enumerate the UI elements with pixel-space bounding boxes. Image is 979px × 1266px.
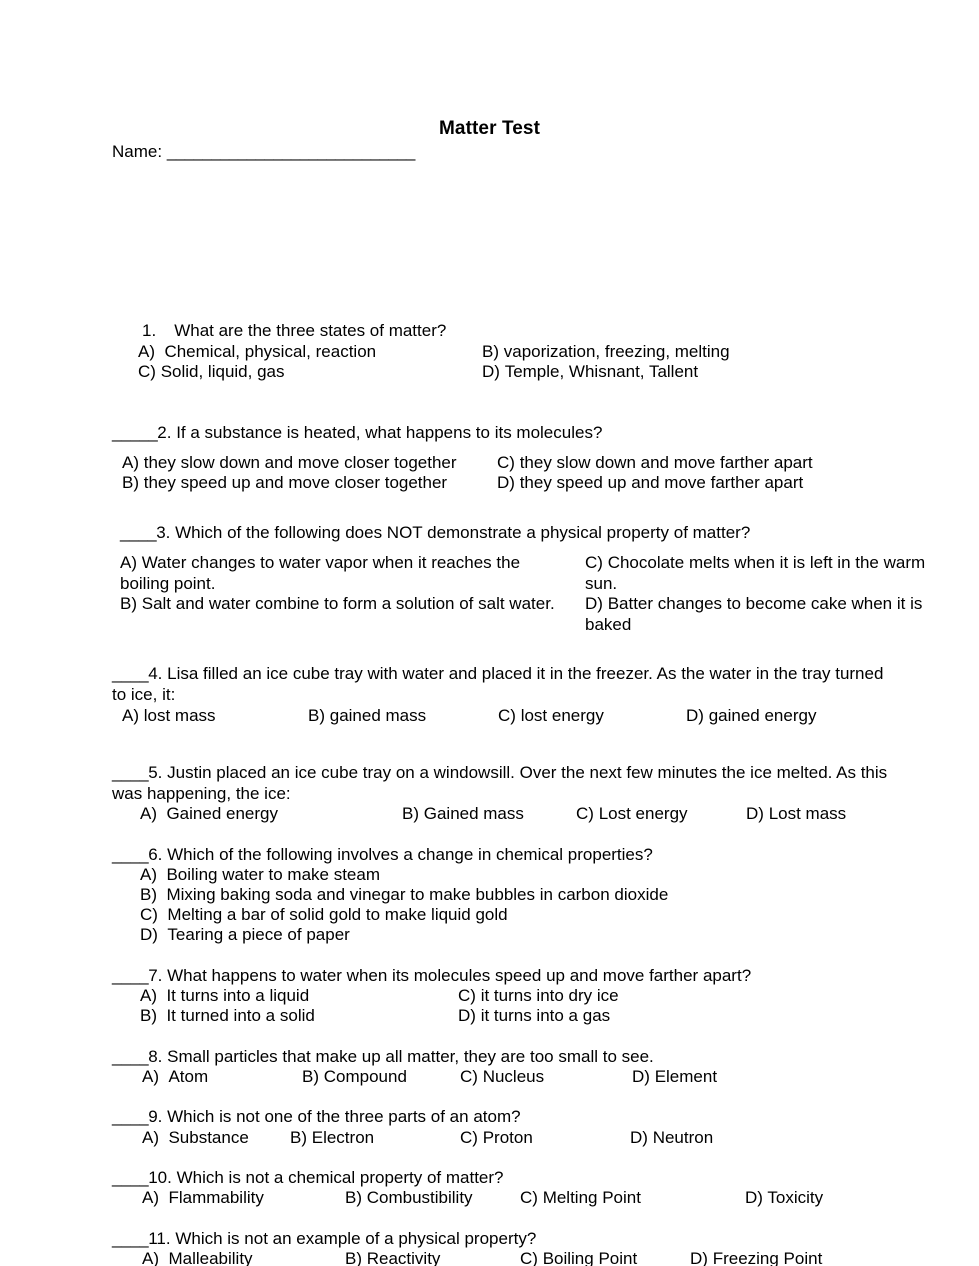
question-9-option-c[interactable]: C) Proton — [460, 1128, 533, 1147]
question-1-option-b[interactable]: B) vaporization, freezing, melting — [482, 342, 730, 361]
question-11-number: 11. — [148, 1229, 171, 1248]
question-7-stem — [112, 965, 751, 986]
question-5-answer-blank[interactable]: ____ — [112, 763, 149, 782]
question-3-option-d[interactable]: D) Batter changes to become cake when it is baked — [585, 594, 923, 634]
question-1-option-a[interactable]: A) Chemical, physical, reaction — [138, 342, 377, 361]
name-label: Name: — [112, 142, 163, 161]
question-10-answer-blank[interactable]: ____ — [112, 1168, 149, 1187]
question-5-stem — [112, 762, 892, 804]
question-10-stem — [112, 1167, 504, 1188]
question-7-answer-blank[interactable]: ____ — [112, 966, 149, 985]
question-7-option-c[interactable]: C) it turns into dry ice — [458, 986, 619, 1005]
question-11-option-b[interactable]: B) Reactivity — [345, 1249, 441, 1266]
question-1-number: 1. — [142, 321, 157, 340]
question-6-text: Which of the following involves a change in chemical properties? — [167, 845, 653, 864]
question-4-option-a[interactable]: A) lost mass — [122, 706, 216, 725]
question-5-number: 5. — [148, 763, 163, 782]
question-10-option-d[interactable]: D) Toxicity — [745, 1188, 824, 1207]
question-5-option-a[interactable]: A) Gained energy — [140, 804, 278, 823]
question-5-option-c[interactable]: C) Lost energy — [576, 804, 688, 823]
question-11-option-a[interactable]: A) Malleability — [142, 1249, 253, 1266]
question-3-option-c[interactable]: C) Chocolate melts when it is left in the warm sun. — [585, 553, 926, 593]
question-8-text: Small particles that make up all matter, they are too small to see. — [167, 1047, 654, 1066]
question-4-option-b[interactable]: B) gained mass — [308, 706, 427, 725]
question-5-text: Justin placed an ice cube tray on a windowsill. Over the next few minutes the ice melted. As this was happening, the ice: — [112, 763, 892, 803]
question-3-answer-blank[interactable]: ____ — [120, 523, 157, 542]
question-6-stem — [112, 844, 653, 865]
question-9-option-d[interactable]: D) Neutron — [630, 1128, 714, 1147]
question-2-number: 2. — [157, 423, 172, 442]
question-8-option-b[interactable]: B) Compound — [302, 1067, 407, 1086]
question-11-option-d[interactable]: D) Freezing Point — [690, 1249, 823, 1266]
question-1-text: What are the three states of matter? — [174, 321, 447, 340]
question-6-option-c[interactable]: C) Melting a bar of solid gold to make liquid gold — [140, 905, 508, 924]
question-1-stem — [142, 320, 446, 341]
question-7-text: What happens to water when its molecules speed up and move farther apart? — [167, 966, 752, 985]
question-9-stem — [112, 1106, 521, 1127]
question-2-option-b[interactable]: B) they speed up and move closer together — [122, 473, 448, 492]
question-4-option-d[interactable]: D) gained energy — [686, 706, 817, 725]
question-4-stem — [112, 663, 902, 705]
question-8-stem — [112, 1046, 654, 1067]
question-10-option-c[interactable]: C) Melting Point — [520, 1188, 641, 1207]
question-3-option-a[interactable]: A) Water changes to water vapor when it reaches the boiling point. — [120, 553, 521, 593]
question-9-option-b[interactable]: B) Electron — [290, 1128, 375, 1147]
question-9-number: 9. — [148, 1107, 163, 1126]
question-3-stem — [120, 522, 750, 543]
page-title: Matter Test — [438, 118, 541, 139]
name-blank[interactable]: ____________________________ — [166, 142, 415, 161]
question-6-option-b[interactable]: B) Mixing baking soda and vinegar to make bubbles in carbon dioxide — [140, 885, 669, 904]
question-11-stem — [112, 1228, 536, 1249]
question-9-option-a[interactable]: A) Substance — [142, 1128, 249, 1147]
question-5-option-d[interactable]: D) Lost mass — [746, 804, 847, 823]
question-9-text: Which is not one of the three parts of an atom? — [167, 1107, 521, 1126]
question-1-option-d[interactable]: D) Temple, Whisnant, Tallent — [482, 362, 699, 381]
question-2-option-a[interactable]: A) they slow down and move closer together — [122, 453, 457, 472]
question-2-answer-blank[interactable]: _____ — [112, 423, 158, 442]
name-field-line — [112, 142, 415, 162]
question-7-option-d[interactable]: D) it turns into a gas — [458, 1006, 611, 1025]
question-3-option-b[interactable]: B) Salt and water combine to form a solution of salt water. — [120, 594, 555, 613]
question-6-number: 6. — [148, 845, 163, 864]
question-8-option-a[interactable]: A) Atom — [142, 1067, 209, 1086]
question-4-option-c[interactable]: C) lost energy — [498, 706, 604, 725]
question-4-answer-blank[interactable]: ____ — [112, 664, 149, 683]
question-8-answer-blank[interactable]: ____ — [112, 1047, 149, 1066]
question-10-number: 10. — [148, 1168, 172, 1187]
question-7-option-b[interactable]: B) It turned into a solid — [140, 1006, 315, 1025]
question-1-option-c[interactable]: C) Solid, liquid, gas — [138, 362, 285, 381]
question-11-text: Which is not an example of a physical property? — [175, 1229, 537, 1248]
question-4-number: 4. — [148, 664, 163, 683]
question-8-option-c[interactable]: C) Nucleus — [460, 1067, 545, 1086]
question-2-stem — [112, 422, 602, 443]
question-7-number: 7. — [148, 966, 163, 985]
question-4-text: Lisa filled an ice cube tray with water and placed it in the freezer. As the water in the tray turned to ice, it: — [112, 664, 889, 704]
question-10-text: Which is not a chemical property of matter? — [176, 1168, 504, 1187]
question-2-option-c[interactable]: C) they slow down and move farther apart — [497, 453, 813, 472]
question-11-option-c[interactable]: C) Boiling Point — [520, 1249, 638, 1266]
question-6-option-d[interactable]: D) Tearing a piece of paper — [140, 925, 350, 944]
question-8-number: 8. — [148, 1047, 163, 1066]
question-7-option-a[interactable]: A) It turns into a liquid — [140, 986, 310, 1005]
question-2-text: If a substance is heated, what happens to its molecules? — [176, 423, 603, 442]
question-5-option-b[interactable]: B) Gained mass — [402, 804, 524, 823]
question-8-option-d[interactable]: D) Element — [632, 1067, 718, 1086]
question-9-answer-blank[interactable]: ____ — [112, 1107, 149, 1126]
question-6-answer-blank[interactable]: ____ — [112, 845, 149, 864]
question-6-option-a[interactable]: A) Boiling water to make steam — [140, 865, 380, 884]
question-3-number: 3. — [156, 523, 171, 542]
question-10-option-b[interactable]: B) Combustibility — [345, 1188, 473, 1207]
question-10-option-a[interactable]: A) Flammability — [142, 1188, 264, 1207]
question-3-text: Which of the following does NOT demonstrate a physical property of matter? — [175, 523, 751, 542]
question-11-answer-blank[interactable]: ____ — [112, 1229, 149, 1248]
question-2-option-d[interactable]: D) they speed up and move farther apart — [497, 473, 804, 492]
